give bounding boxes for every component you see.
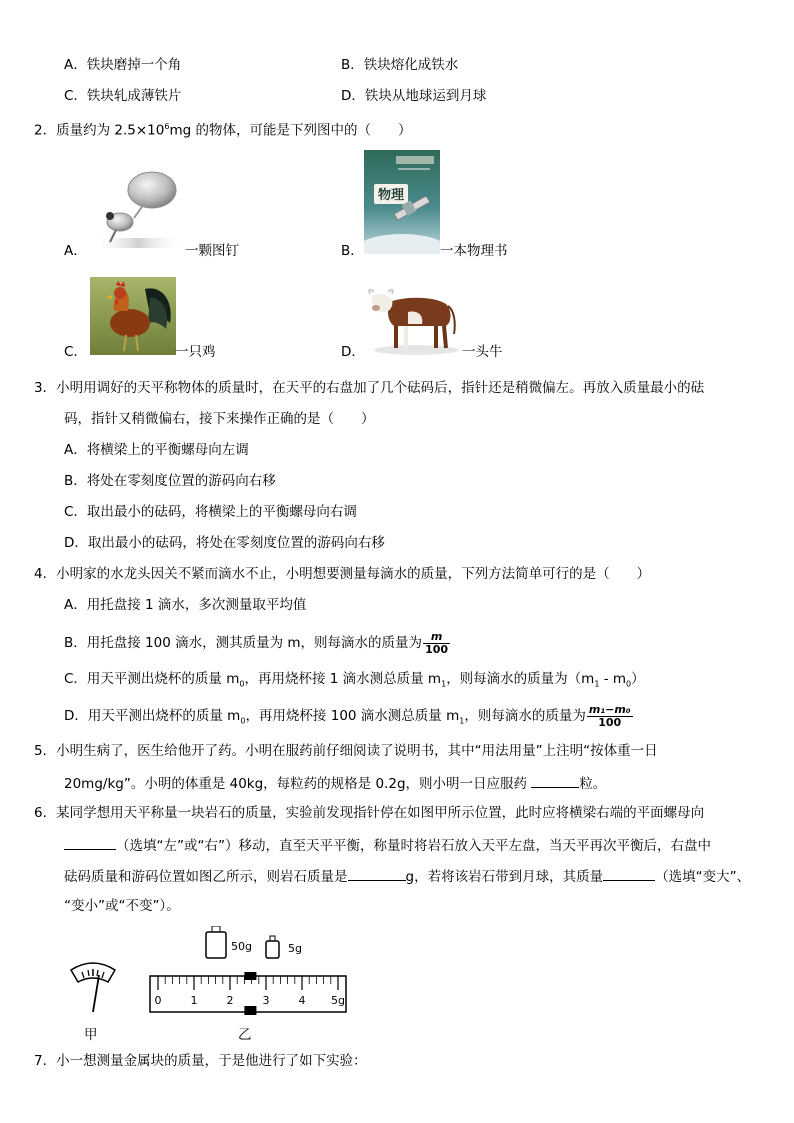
physics-book-image xyxy=(364,150,440,254)
q2-option-a-letter: A． xyxy=(64,243,87,259)
ruler-tick-label: 4 xyxy=(298,994,306,1007)
q4-stem: 4．小明家的水龙头因关不紧而滴水不止，小明想要测量每滴水的质量，下列方法简单可行的是（ ） xyxy=(34,566,651,582)
q5-answer-blank[interactable] xyxy=(531,774,579,788)
book-title: 物理 xyxy=(377,188,405,203)
q5-stem-line1: 5．小明生病了，医生给他开了药。小明在服药前仔细阅读了说明书，其中“用法用量”上注明“按体重一日 xyxy=(34,743,658,759)
q3-option-a: A．将横梁上的平衡螺母向左调 xyxy=(64,442,249,458)
q3-stem-line2: 码，指针又稍微偏右，接下来操作正确的是（ ） xyxy=(64,411,375,427)
q5-stem-line2: 20mg/kg”。小明的体重是 40kg，每粒药的规格是 0.2g，则小明一日应服药 粒。 xyxy=(64,776,607,792)
q6-stem-line4: “变小”或“不变”）。 xyxy=(64,898,180,914)
q2-option-a-text: 一颗图钉 xyxy=(185,243,239,259)
chicken-image xyxy=(90,277,176,355)
q7-stem: 7．小一想测量金属块的质量，于是他进行了如下实验： xyxy=(34,1053,367,1069)
ruler-tick-label: 2 xyxy=(226,994,234,1007)
q3-option-d: D．取出最小的砝码，将处在零刻度位置的游码向右移 xyxy=(64,535,385,551)
q4-option-c: C．用天平测出烧杯的质量 $m_0$，再用烧杯接 1 滴水测总质量 $m_1$，则每滴水的质量为$(m_1 - m_0)$ xyxy=(64,671,645,689)
q1-option-d: D．铁块从地球运到月球 xyxy=(341,88,487,104)
q2-option-b-text: 一本物理书 xyxy=(440,243,508,259)
balance-pointer-figure xyxy=(68,962,118,1014)
weights-and-rider-figure xyxy=(146,926,352,1018)
q6-stem-line1: 6．某同学想用天平称量一块岩石的质量，实验前发现指针停在如图甲所示位置，此时应将横梁右端的平面螺母向 xyxy=(34,805,705,821)
weight-5g-icon xyxy=(266,936,279,958)
ruler-tick-label: 3 xyxy=(262,994,270,1007)
rider-block xyxy=(244,1006,256,1015)
weight-50g-label: 50g xyxy=(231,940,252,953)
q4-option-d-fraction: $\frac{\text{m₁−m₀}}{100}$ xyxy=(588,702,631,729)
q4-option-a: A．用托盘接 1 滴水，多次测量取平均值 xyxy=(64,597,307,613)
q1-option-c: C．铁块轧成薄铁片 xyxy=(64,88,182,104)
q3-option-c: C．取出最小的砝码，将横梁上的平衡螺母向右调 xyxy=(64,504,357,520)
q4-option-d: D．用天平测出烧杯的质量 $m_0$，再用烧杯接 100 滴水测总质量 $m_1$，则每滴水的质量为 $\frac{\text{m₁−m₀}}{100}$ xyxy=(64,702,631,729)
q2-stem: 2．质量约为 $2.5\times 10^6mg$ 的物体，可能是下列图中的（ ） xyxy=(34,122,412,139)
cow-image xyxy=(364,282,462,358)
rider-block xyxy=(244,972,256,980)
figure-jia-label: 甲 xyxy=(84,1027,98,1043)
q2-option-c-text: 一只鸡 xyxy=(175,344,216,360)
figure-yi-label: 乙 xyxy=(238,1027,252,1043)
q1-option-a: A．铁块磨掉一个角 xyxy=(64,57,182,73)
q1-option-b: B．铁块熔化成铁水 xyxy=(341,57,459,73)
weight-50g-icon xyxy=(206,926,226,958)
q2-option-d-text: 一头牛 xyxy=(462,344,503,360)
ruler-tick-label: 0 xyxy=(154,994,162,1007)
weight-5g-label: 5g xyxy=(288,942,302,955)
q2-option-b-letter: B． xyxy=(341,243,364,259)
q6-stem-line3: 砝码质量和游码位置如图乙所示，则岩石质量是 g，若将该岩石带到月球，其质量 （选填“变大”、 xyxy=(64,869,751,885)
q6-direction-blank[interactable] xyxy=(64,836,116,850)
q6-moon-blank[interactable] xyxy=(603,867,655,881)
q6-stem-line2: （选填“左”或“右”）移动，直至天平平衡，称量时将岩石放入天平左盘，当天平再次平衡后，右盘中 xyxy=(64,836,711,854)
q3-option-b: B．将处在零刻度位置的游码向右移 xyxy=(64,473,276,489)
q3-stem-line1: 3．小明用调好的天平称物体的质量时，在天平的右盘加了几个砝码后，指针还是稍微偏左。再放入质量最小的砝 xyxy=(34,380,705,396)
q2-option-d-letter: D． xyxy=(341,344,365,360)
thumbtack-image xyxy=(92,166,184,254)
ruler-tick-label: 1 xyxy=(190,994,198,1007)
q6-mass-blank[interactable] xyxy=(348,867,406,881)
q4-option-b-fraction: $\frac{m}{100}$ xyxy=(425,629,449,656)
q4-option-b: B．用托盘接 100 滴水，测其质量为 m，则每滴水的质量为 $\frac{m}{100}$ xyxy=(64,629,449,656)
q2-option-c-letter: C． xyxy=(64,344,87,360)
ruler-tick-label: 5g xyxy=(331,994,345,1007)
